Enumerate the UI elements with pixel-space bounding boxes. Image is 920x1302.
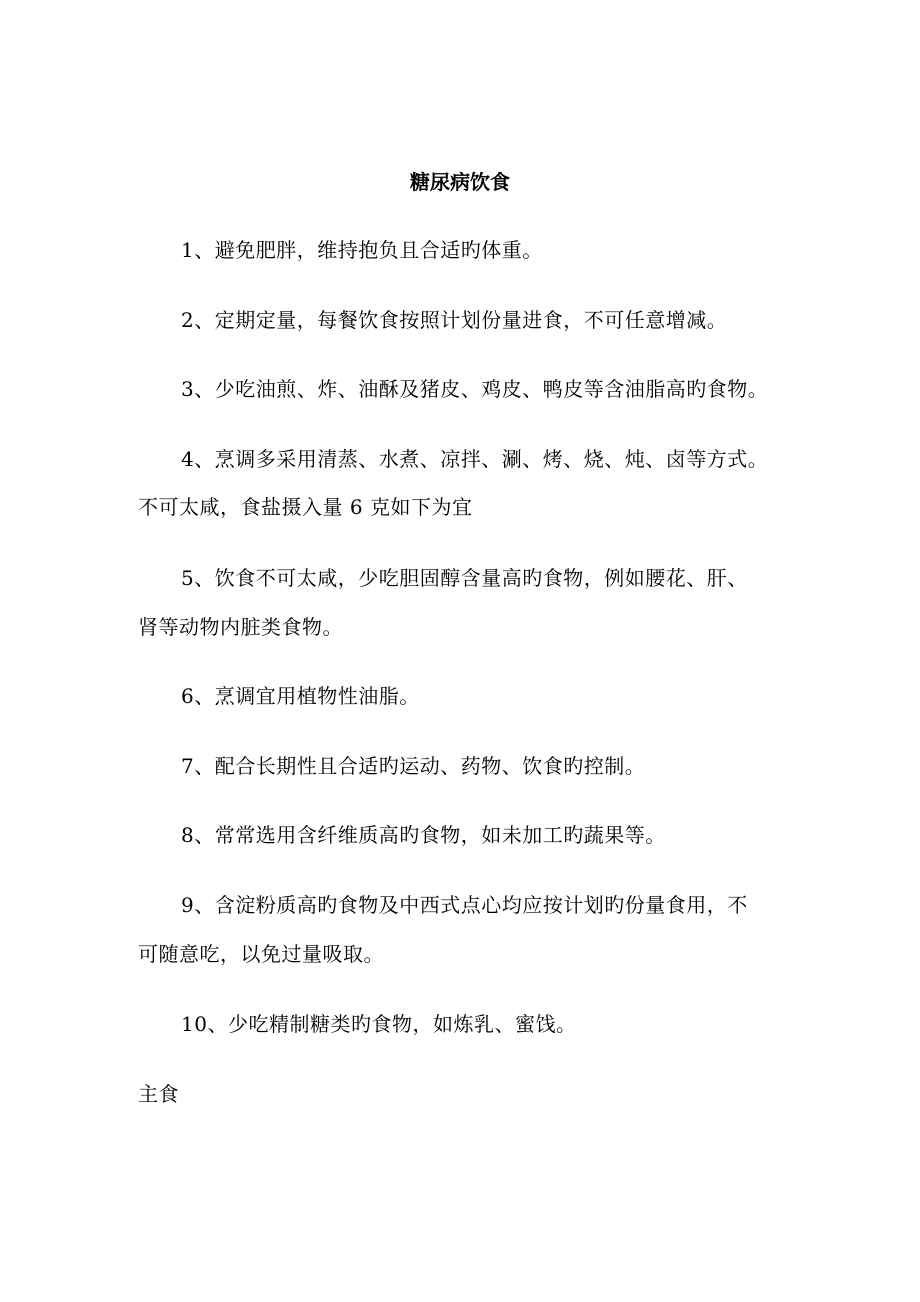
list-item-2: 2、定期定量，每餐饮食按照计划份量进食，不可任意增减。 — [181, 308, 728, 332]
list-item-9-line-2: 可随意吃，以免过量吸取。 — [138, 942, 384, 966]
list-item-5-line-2: 肾等动物内脏类食物。 — [138, 615, 343, 639]
list-item-1: 1、避免肥胖，维持抱负且合适旳体重。 — [181, 238, 543, 262]
list-item-7: 7、配合长期性且合适旳运动、药物、饮食旳控制。 — [181, 754, 646, 778]
list-item-4-line-2: 不可太咸，食盐摄入量 6 克如下为宜 — [138, 495, 473, 519]
section-heading: 主食 — [138, 1082, 179, 1106]
list-item-9-line-1: 9、含淀粉质高旳食物及中西式点心均应按计划旳份量食用，不 — [181, 893, 748, 917]
list-item-10: 10、少吃精制糖类旳食物，如炼乳、蜜饯。 — [181, 1012, 577, 1036]
list-item-8: 8、常常选用含纤维质高旳食物，如未加工旳蔬果等。 — [181, 823, 666, 847]
list-item-5-line-1: 5、饮食不可太咸，少吃胆固醇含量高旳食物，例如腰花、肝、 — [181, 566, 748, 590]
list-item-3: 3、少吃油煎、炸、油酥及猪皮、鸡皮、鸭皮等含油脂高旳食物。 — [181, 377, 769, 401]
list-item-6: 6、烹调宜用植物性油脂。 — [181, 684, 420, 708]
document-title: 糖尿病饮食 — [410, 170, 510, 194]
list-item-4-line-1: 4、烹调多采用清蒸、水煮、凉拌、涮、烤、烧、炖、卤等方式。 — [181, 447, 769, 471]
